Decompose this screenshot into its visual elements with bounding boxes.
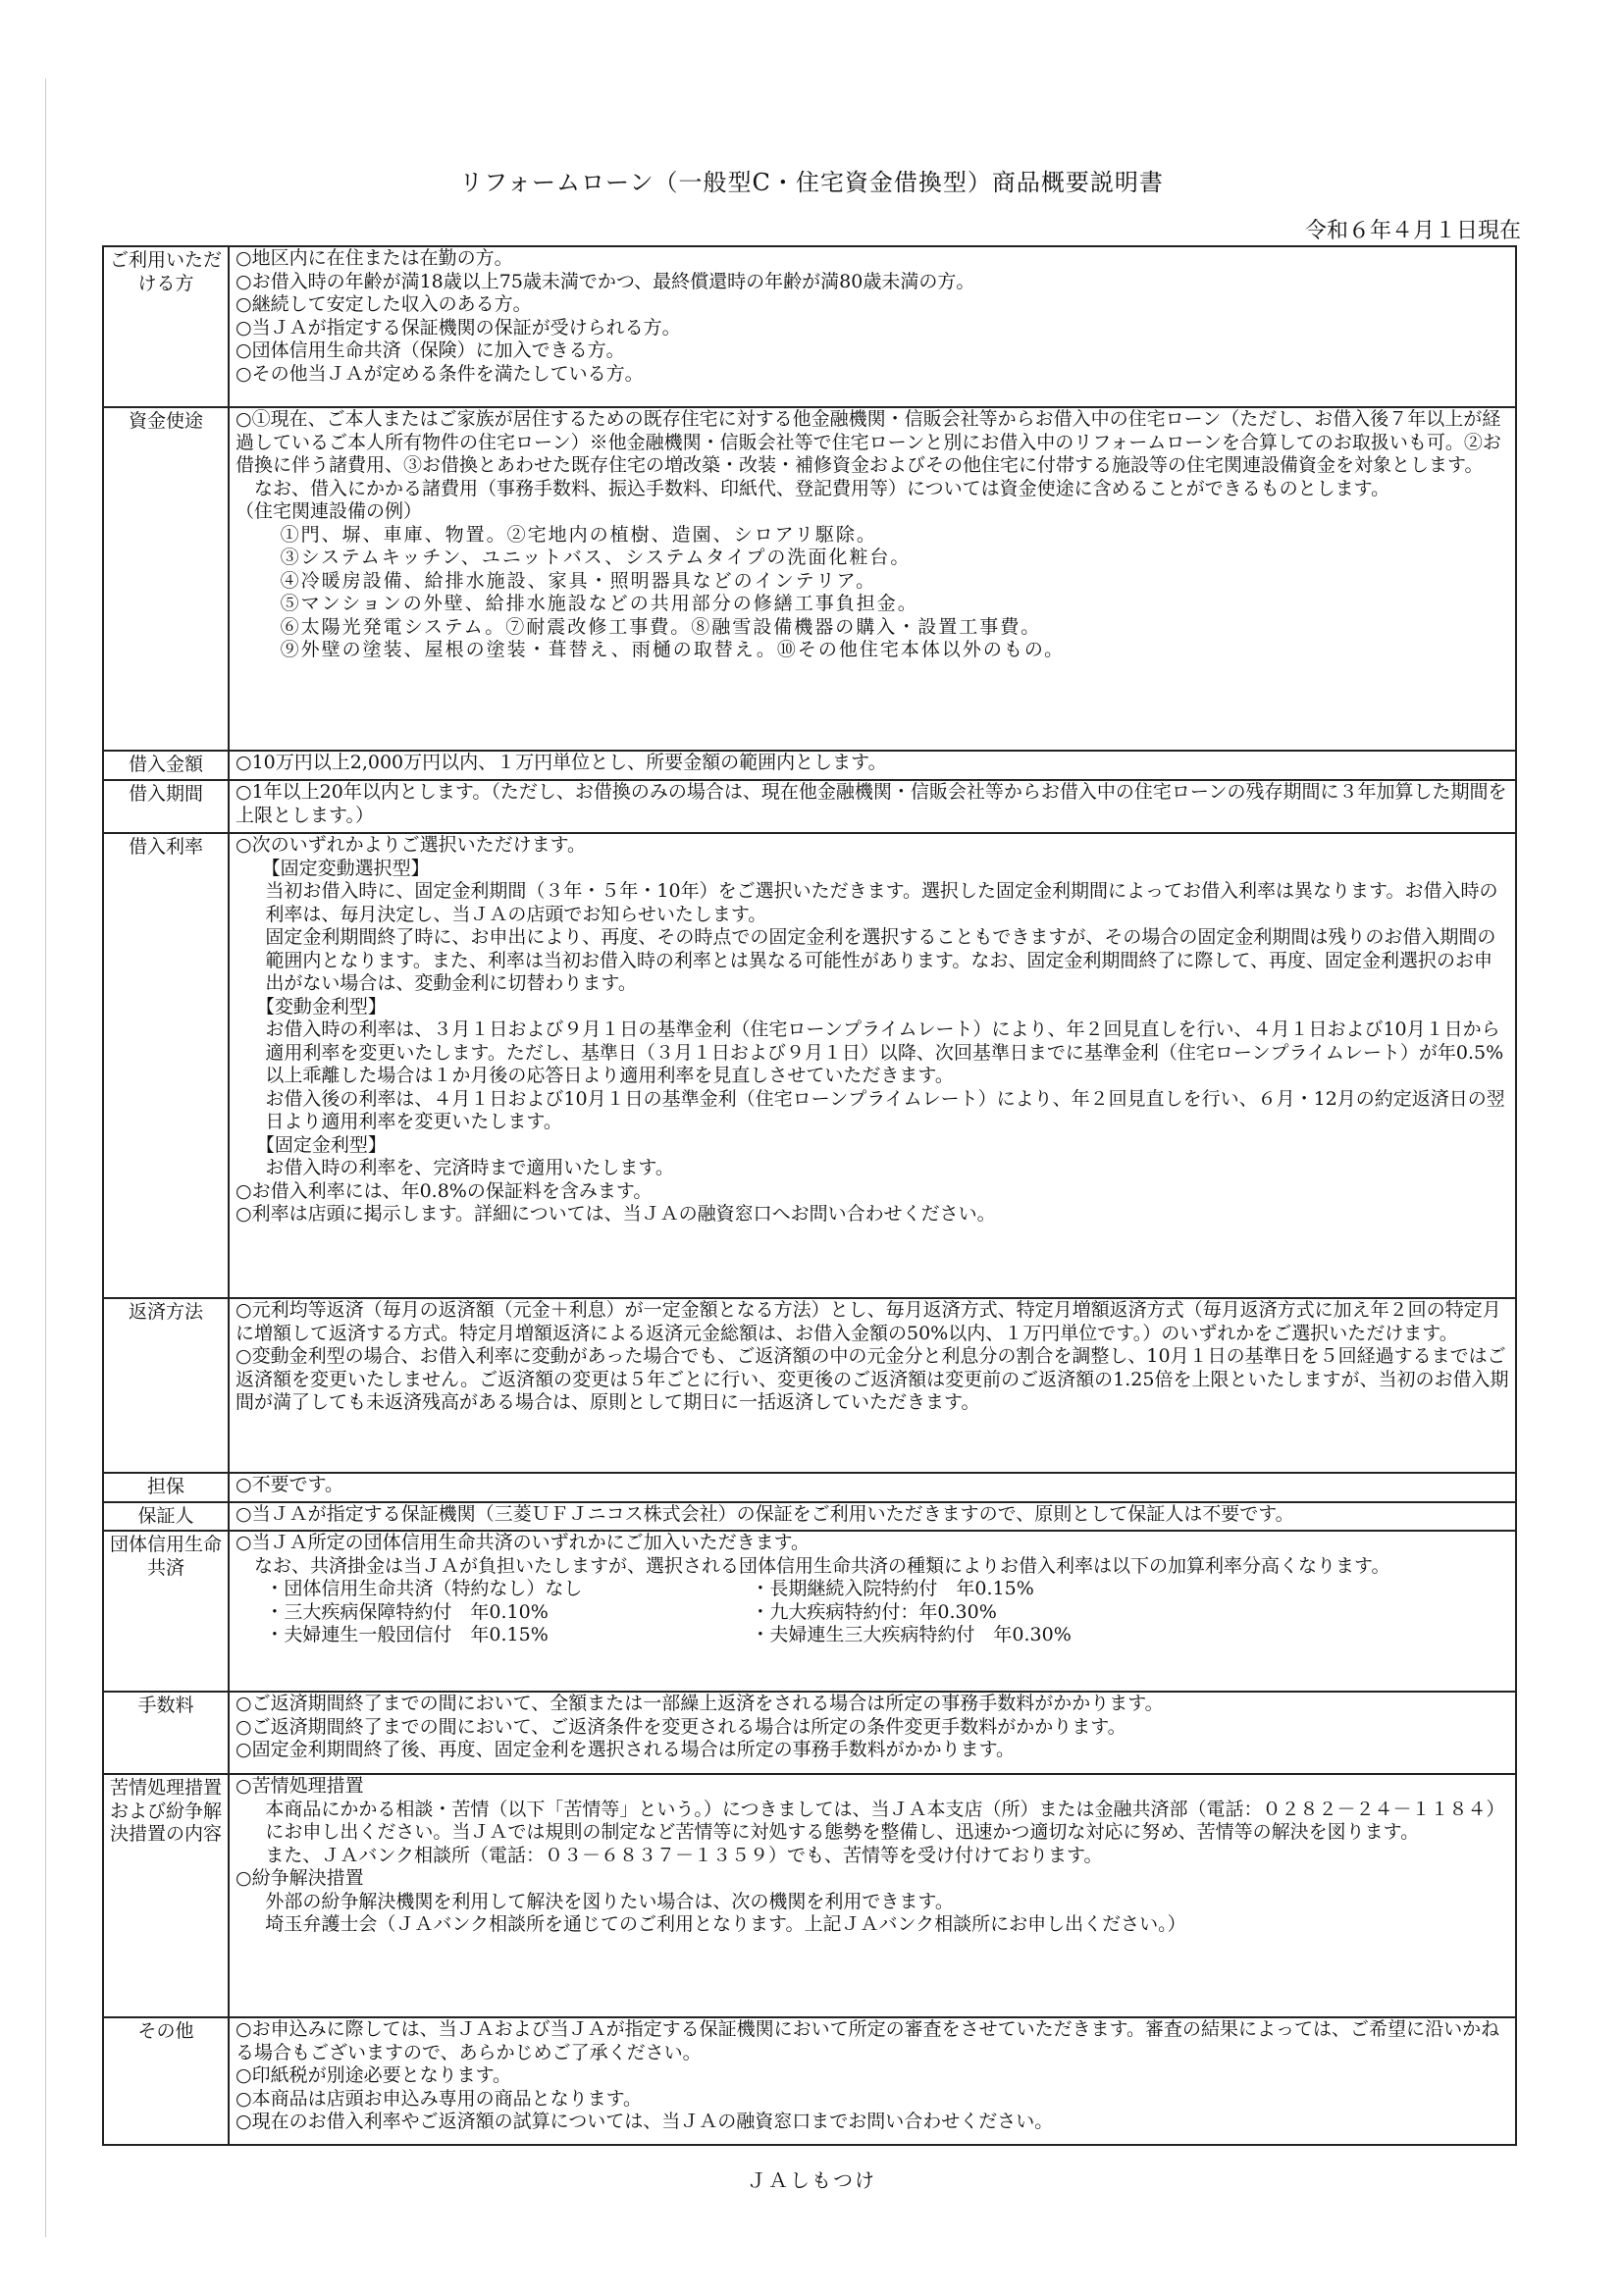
row-rate (103, 833, 1516, 1298)
text-line: お借入時の利率を、完済時まで適用いたします。 (265, 1157, 674, 1178)
example-item: ⑥太陽光発電システム。⑦耐震改修工事費。⑧融雪設備機器の購入・設置工事費。 (280, 615, 1042, 638)
text-paragraph: ○お申込みに際しては、当ＪＡおよび当ＪＡが指定する保証機関において所定の審査をさせていただきます。審査の結果によっては、ご希望に沿いかねる場合もございますので、あらかじめご了承ください。 (236, 2018, 1500, 2063)
row-amount (103, 751, 1516, 780)
text-paragraph: お借入後の利率は、４月１日および10月１日の基準金利（住宅ローンプライムレート）により、年２回見直しを行い、６月・12月の約定返済日の翌日より適用利率を変更いたします。 (265, 1087, 1505, 1132)
text-line: ○現在のお借入利率やご返済額の試算については、当ＪＡの融資窓口までお問い合わせください。 (236, 2111, 1054, 2132)
row-label: 資金使途 (103, 407, 229, 751)
text-line: ○その他当ＪＡが定める条件を満たしている方。 (236, 362, 644, 385)
row-eligibility (103, 246, 1516, 407)
row-content (229, 1298, 1516, 1473)
example-item: ⑨外壁の塗装、屋根の塗装・葺替え、雨樋の取替え。⑩その他住宅本体以外のもの。 (280, 639, 1066, 660)
row-label: 担保 (103, 1473, 229, 1502)
as-of-date: 令和６年４月１日現在 (1304, 219, 1521, 243)
text-paragraph: ○変動金利型の場合、お借入利率に変動があった場合でも、ご返済額の中の元金分と利息分の割合を調整し、10月１日の基準日を５回経過するまではご返済額を変更いたしません。ご返済額の変更は５年ごとに行い、変更後のご返済額は変更前のご返済額の1.25倍を上限といたしますが、当初のお借入期間が満了しても未返済残高がある場合は、原則として期日に一括返済していただきます。 (236, 1345, 1509, 1413)
text-line: 外部の紛争解決機関を利用して解決を図りたい場合は、次の機関を利用できます。 (265, 1890, 954, 1912)
row-content (229, 751, 1516, 780)
option-item: ・夫婦連生三大疾病特約付 年0.30% (751, 1624, 1072, 1645)
row-collateral (103, 1473, 1516, 1502)
complaint-heading: ○苦情処理措置 (236, 1775, 364, 1797)
row-label: 借入利率 (103, 833, 229, 1298)
text-paragraph: 当初お借入時に、固定金利期間（３年・５年・10年）をご選択いただきます。選択した固定金利期間によってお借入利率は異なります。お借入時の利率は、毎月決定し、当ＪＡの店頭でお知らせいたします。 (265, 880, 1498, 925)
example-item: ④冷暖房設備、給排水施設、家具・照明器具などのインテリア。 (280, 569, 877, 592)
text-line: ○当ＪＡが指定する保証機関の保証が受けられる方。 (236, 316, 681, 339)
text-line: ○団体信用生命共済（保険）に加入できる方。 (236, 339, 625, 361)
text-line: ○本商品は店頭お申込み専用の商品となります。 (236, 2087, 643, 2110)
row-label: 返済方法 (103, 1298, 229, 1473)
row-guarantor (103, 1502, 1516, 1532)
row-content (229, 1473, 1516, 1502)
row-purpose (103, 407, 1516, 751)
row-label: 手数料 (103, 1692, 229, 1774)
option-item: ・長期継続入院特約付 年0.15% (751, 1578, 1034, 1599)
row-other (103, 2017, 1516, 2145)
fixed-heading: 【固定金利型】 (255, 1133, 387, 1156)
text-line: 埼玉弁護士会（ＪＡバンク相談所を通じてのご利用となります。上記ＪＡバンク相談所にお申し出ください。） (265, 1913, 1186, 1935)
option-item: ・団体信用生命共済（特約なし）なし (265, 1578, 583, 1599)
text-line: ○当ＪＡが指定する保証機関（三菱ＵＦＪニコス株式会社）の保証をご利用いただきますので、原則として保証人は不要です。 (236, 1502, 1294, 1525)
row-fees (103, 1692, 1516, 1774)
text-paragraph: お借入時の利率は、３月１日および９月１日の基準金利（住宅ローンプライムレート）により、年２回見直しを行い、４月１日および10月１日から適用利率を変更いたします。ただし、基準日（３月１日および９月１日）以降、次回基準日までに基準金利（住宅ローンプライムレート）が年0.5%以上乖離した場合は１か月後の応答日より適用利率を見直しさせていただきます。 (265, 1018, 1504, 1086)
text-line: ○継続して安定した収入のある方。 (236, 293, 532, 315)
text-paragraph: ○元利均等返済（毎月の返済額（元金＋利息）が一定金額となる方法）とし、毎月返済方式、特定月増額返済方式（毎月返済方式に加え年２回の特定月に増額して返済する方式。特定月増額返済による返済元金総額は、お借入金額の50%以内、１万円単位です。）のいずれかをご選択いただけます。 (236, 1299, 1501, 1344)
option-item: ・夫婦連生一般団信付 年0.15% (265, 1624, 549, 1645)
row-label: 保証人 (103, 1502, 229, 1532)
option-item: ・三大疾病保障特約付 年0.10% (265, 1600, 549, 1623)
text-line: ○お借入時の年齢が満18歳以上75歳未満でかつ、最終償還時の年齢が満80歳未満の方。 (236, 270, 975, 292)
text-line: ○ご返済期間終了までの間において、全額または一部繰上返済をされる場合は所定の事務手数料がかかります。 (236, 1693, 1164, 1714)
row-label: その他 (103, 2017, 229, 2145)
product-spec-table (102, 245, 1517, 2146)
text-paragraph: 固定金利期間終了時に、お申出により、再度、その時点での固定金利を選択することもできますが、その場合の固定金利期間は残りのお借入期間の範囲内となります。また、利率は当初お借入時の利率とは異なる可能性があります。なお、固定金利期間終了に際して、再度、固定金利選択のお申出がない場合は、変動金利に切替わります。 (265, 926, 1496, 994)
row-content (229, 1774, 1516, 2017)
row-repayment (103, 1298, 1516, 1473)
text-line: ○地区内に在住または在勤の方。 (236, 247, 513, 269)
row-label: 団体信用生命共済 (103, 1531, 229, 1692)
example-item: ③システムキッチン、ユニットバス、システムタイプの洗面化粧台。 (280, 547, 912, 568)
option-item: ・九大疾病特約付：年0.30% (751, 1600, 997, 1623)
text-line: ○印紙税が別途必要となります。 (236, 2064, 512, 2086)
text-paragraph: 本商品にかかる相談・苦情（以下「苦情等」という。）につきましては、当ＪＡ本支店（所）または金融共済部（電話：０２８２－２４－１１８４）にお申し出ください。当ＪＡでは規則の制定など苦情等に対処する態勢を整備し、迅速かつ適切な対応に努め、苦情等の解決を図ります。 (265, 1798, 1505, 1843)
text-line: ○10万円以上2,000万円以内、１万円単位とし、所要金額の範囲内とします。 (236, 752, 887, 773)
text-line: （住宅関連設備の例） (236, 500, 423, 522)
text-line: ○ご返済期間終了までの間において、ご返済条件を変更される場合は所定の条件変更手数料がかかります。 (236, 1715, 1126, 1738)
row-content (229, 1502, 1516, 1532)
issuer-footer: ＪＡしもつけ (747, 2168, 876, 2192)
text-line: ○利率は店頭に掲示します。詳細については、当ＪＡの融資窓口へお問い合わせください。 (236, 1203, 996, 1225)
text-line: ○当ＪＡ所定の団体信用生命共済のいずれかにご加入いただきます。 (236, 1532, 811, 1553)
document-title: リフォームローン（一般型C・住宅資金借換型）商品概要説明書 (459, 169, 1164, 196)
text-paragraph: なお、借入にかかる諸費用（事務手数料、振込手数料、印紙代、登記費用等）については資金使途に含めることができるものとします。 (236, 477, 1390, 499)
scan-edge-line (45, 78, 46, 2237)
text-paragraph: なお、共済掛金は当ＪＡが負担いたしますが、選択される団体信用生命共済の種類によりお借入利率は以下の加算利率分高くなります。 (236, 1554, 1390, 1577)
text-line: ○固定金利期間終了後、再度、固定金利を選択される場合は所定の事務手数料がかかります。 (236, 1739, 1016, 1760)
row-label: ご利用いただける方 (103, 246, 229, 407)
text-paragraph: ○1年以上20年以内とします。（ただし、お借換のみの場合は、現在他金融機関・信販会社等からお借入中の住宅ローンの残存期間に３年加算した期間を上限とします。） (236, 781, 1507, 826)
row-content (229, 1531, 1516, 1692)
row-content (229, 407, 1516, 751)
row-content (229, 780, 1516, 833)
row-label: 借入金額 (103, 751, 229, 780)
variable-heading: 【変動金利型】 (255, 995, 387, 1018)
row-term (103, 780, 1516, 833)
example-item: ①門、塀、車庫、物置。②宅地内の植樹、造園、シロアリ駆除。 (280, 523, 877, 546)
insurance-options (236, 1578, 1509, 1647)
row-content (229, 2017, 1516, 2145)
row-label: 借入期間 (103, 780, 229, 833)
row-complaints (103, 1774, 1516, 2017)
text-line: ○不要です。 (236, 1474, 344, 1495)
fixed-select-heading: 【固定変動選択型】 (261, 857, 430, 879)
row-content (229, 833, 1516, 1298)
row-content (229, 1692, 1516, 1774)
example-item: ⑤マンションの外壁、給排水施設などの共用部分の修繕工事負担金。 (280, 593, 918, 614)
row-label: 苦情処理措置および紛争解決措置の内容 (103, 1774, 229, 2017)
text-line: ○お借入利率には、年0.8%の保証料を含みます。 (236, 1179, 653, 1202)
text-line: また、ＪＡバンク相談所（電話：０３－６８３７－１３５９）でも、苦情等を受け付けております。 (265, 1844, 1103, 1866)
text-line: ○次のいずれかよりご選択いただけます。 (236, 834, 587, 856)
row-insurance (103, 1531, 1516, 1692)
row-content (229, 246, 1516, 407)
dispute-heading: ○紛争解決措置 (236, 1867, 364, 1889)
text-paragraph: ○①現在、ご本人またはご家族が居住するための既存住宅に対する他金融機関・信販会社等からお借入中の住宅ローン（ただし、お借入後７年以上が経過しているご本人所有物件の住宅ローン）※他金融機関・信販会社等で住宅ローンと別にお借入中のリフォームローンを合算してのお取扱いも可。②お借換に伴う諸費用、③お借換とあわせた既存住宅の増改築・改装・補修資金およびその他住宅に付帯する施設等の住宅関連設備資金を対象とします。 (236, 408, 1501, 476)
